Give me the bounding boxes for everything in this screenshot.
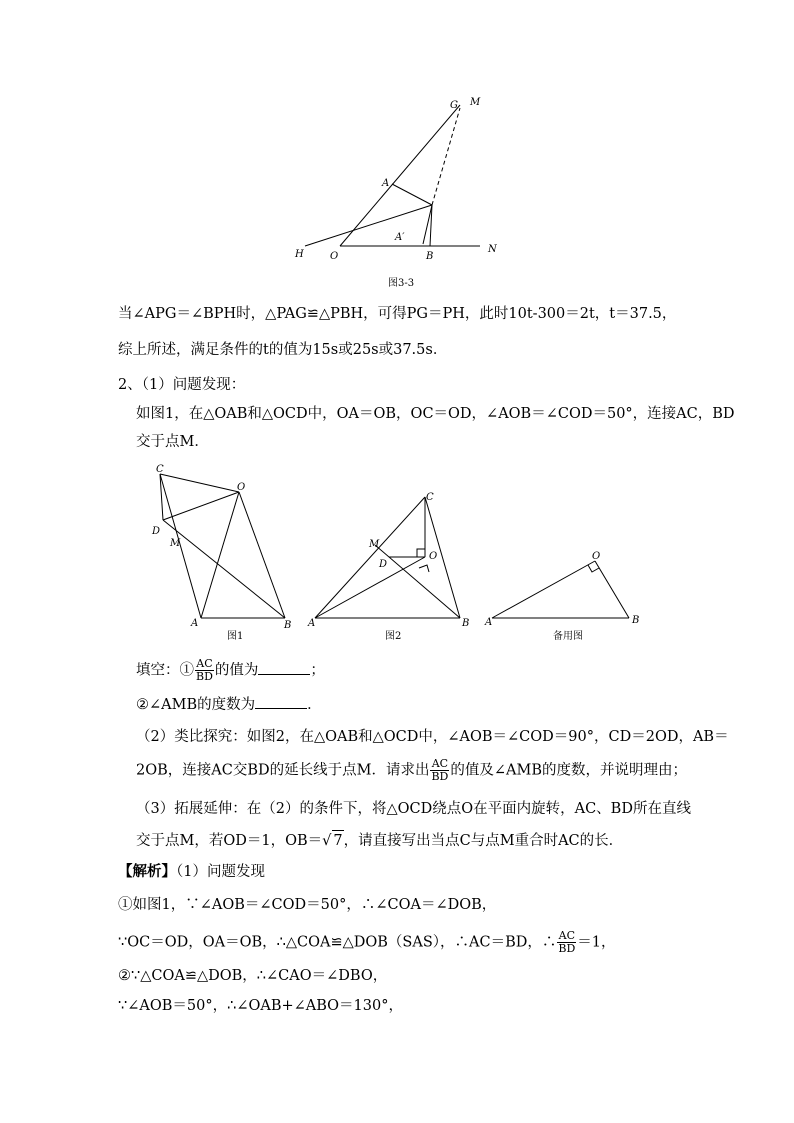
label-O: O bbox=[429, 551, 438, 562]
fill-blank-1: 填空：① $\frac{AC}{BD}$ 的值为 ； bbox=[136, 657, 325, 683]
label-O: O bbox=[237, 482, 246, 493]
line-A-P bbox=[392, 184, 432, 205]
question-2-part-2: （2）类比探究：如图2，在△OAB和△OCD中，∠AOB＝∠COD＝90°，CD＝2OD，AB＝ bbox=[136, 729, 729, 745]
figure-caption: 图3-3 bbox=[388, 278, 415, 289]
label-M: M bbox=[470, 97, 481, 108]
label-O: O bbox=[330, 251, 339, 262]
figure-3-3 bbox=[280, 92, 520, 297]
question-2-text: 如图1，在△OAB和△OCD中，OA＝OB，OC＝OD，∠AOB＝∠COD＝50°，连接AC，BD bbox=[136, 406, 735, 422]
figure-2-caption: 图2 bbox=[385, 631, 402, 642]
label-O: O bbox=[592, 551, 601, 562]
question-2-part-2-cont: 2OB，连接AC交BD的延长线于点M．请求出 $\frac{AC}{BD}$ 的值及∠AMB的度数，并说明理由； bbox=[136, 757, 687, 783]
label-A: A bbox=[382, 178, 390, 189]
line-H-P bbox=[305, 205, 432, 246]
question-2-heading: 2、（1）问题发现： bbox=[118, 377, 246, 393]
line-O-G bbox=[340, 105, 460, 246]
solution-line-2: ∵OC＝OD，OA＝OB，∴△COA≌△DOB（SAS），∴AC＝BD，∴ $\frac{AC}{BD}$ ＝1， bbox=[118, 929, 616, 955]
label-C: C bbox=[156, 464, 164, 475]
label-B: B bbox=[426, 251, 434, 262]
dashed-P-M bbox=[432, 108, 460, 205]
figure-backup-caption: 备用图 bbox=[553, 631, 583, 642]
label-H: H bbox=[295, 249, 304, 260]
label-B: B bbox=[632, 615, 640, 626]
answer-blank-1[interactable] bbox=[258, 661, 310, 675]
answer-blank-2[interactable] bbox=[255, 695, 307, 709]
label-C: C bbox=[426, 492, 434, 503]
question-2-part-3: （3）拓展延伸：在（2）的条件下，将△OCD绕点O在平面内旋转，AC、BD所在直线 bbox=[136, 801, 691, 817]
label-A: A bbox=[191, 618, 199, 629]
figure-2 bbox=[305, 485, 475, 647]
fill-blank-2: ②∠AMB的度数为 ． bbox=[136, 697, 322, 713]
label-A-prime: A′ bbox=[395, 232, 405, 243]
label-N: N bbox=[488, 244, 497, 255]
question-2-text-cont: 交于点M． bbox=[136, 434, 209, 450]
label-A: A bbox=[485, 617, 493, 628]
solution-line-4: ∵∠AOB＝50°，∴∠OAB+∠ABO＝130°， bbox=[118, 998, 403, 1014]
text-line-2: 综上所述，满足条件的t的值为15s或25s或37.5s． bbox=[118, 342, 448, 358]
label-D: D bbox=[152, 526, 161, 537]
label-B: B bbox=[284, 620, 292, 631]
label-D: D bbox=[379, 559, 388, 570]
question-2-part-3-cont: 交于点M，若OD＝1，OB＝√ 7，请直接写出当点C与点M重合时AC的长． bbox=[136, 830, 623, 851]
text-line-1: 当∠APG＝∠BPH时，△PAG≌△PBH，可得PG＝PH，此时10t-300＝2t，t＝37.5， bbox=[118, 306, 677, 322]
analysis-heading: 【解析】（1）问题发现 bbox=[118, 863, 265, 880]
figure-backup bbox=[482, 545, 647, 647]
solution-line-1: ①如图1，∵∠AOB＝∠COD＝50°，∴∠COA＝∠DOB， bbox=[118, 897, 497, 913]
figure-1-caption: 图1 bbox=[227, 631, 244, 642]
fraction-ac-bd: $\frac{AC}{BD}$ bbox=[196, 657, 213, 683]
label-G: G bbox=[450, 100, 458, 111]
solution-line-3: ②∵△COA≌△DOB，∴∠CAO＝∠DBO， bbox=[118, 968, 388, 984]
label-M: M bbox=[369, 539, 380, 550]
label-A: A bbox=[308, 618, 316, 629]
figure-1 bbox=[145, 462, 300, 647]
label-M: M bbox=[170, 538, 181, 549]
label-B: B bbox=[462, 618, 470, 629]
